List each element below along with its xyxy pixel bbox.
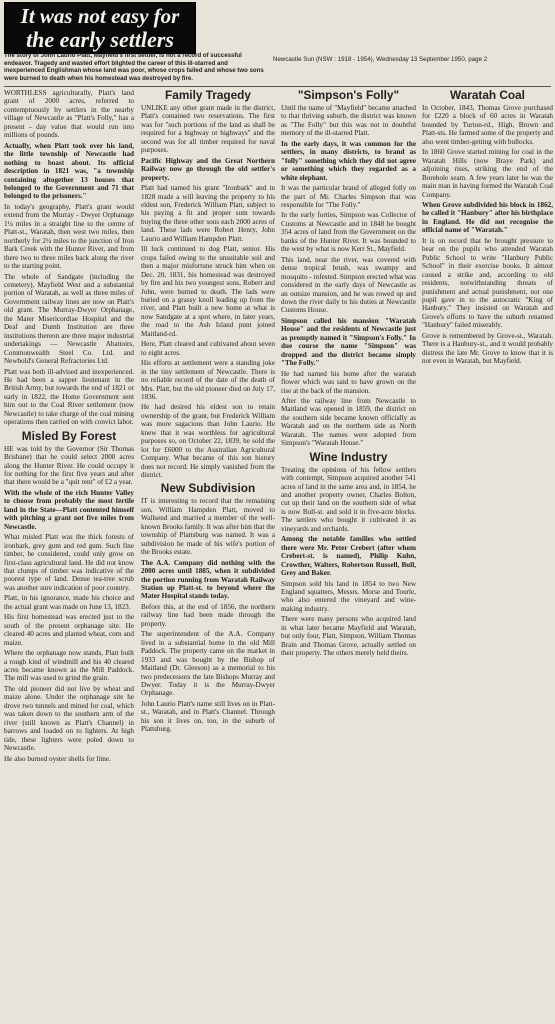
- article-paragraph: The A.A. Company did nothing with the 2000 acres until 1885, when it subdivided the portion running from Waratah Railway Station up Platt-st. to beyond where the Mater Hospital stands today.: [141, 558, 275, 601]
- article-paragraph: When Grove subdivided his block in 1862, he called it "Hanbury" after his birthplace in England. He did not recognise the official name of "Waratah.": [422, 200, 553, 235]
- article-paragraph: Grove is remembered by Grove-st., Waratah. There is a Hanbury-st., and it would probably distress the late Mr. Grove to know that it is not even in Waratah, but Mayfield.: [422, 331, 553, 366]
- section-heading: Misled By Forest: [21, 428, 117, 443]
- article-column-3: [281, 89, 416, 1023]
- article-paragraph: Treating the opinions of his fellow settlers with contempt, Simpson acquired another 541 acres of land in the same area and, in 1854, he and another property owner, Charles Bolton, cut up their land on the southern side of what is now Bull-st. and sold it in five-acre blocks. The settlers who bought it cultivated it as vineyards and orchards.: [281, 465, 416, 533]
- article-paragraph: Platt had named his grant "Ironbark" and in 1828 made a will leaving the property to his eldest son, Frederick William Platt, subject to his paying a fit and proper sum towards buying the three other sons each 2000 acres of land. These lads were Robert Henry, John Laurio and William Hampden Platt.: [141, 184, 275, 243]
- article-paragraph: Platt, in his ignorance, made his choice and the actual grant was made on June 13, 1823.: [4, 594, 134, 611]
- article-paragraph: Among the notable families who settled there were Mr. Peter Crebert (after whom Crebert-st. is named), Philip Kuhn, Crowther, Walters, Robertson Russell, Bull, Grey and Baker.: [281, 535, 416, 578]
- article-paragraph: In 1860 Grove started mining for coal in the Waratah Hills (now Braye Park) and adjoining rises, striking the end of the Borehole seam. A few years later he was the main man in having formed the Waratah Coal Company.: [422, 148, 553, 199]
- article-paragraph: HE was told by the Governor (Sir Thomas Brisbane) that he could select 2000 acres along the Hunter River. He could occupy it for nothing for the first five years and after that there would be a "quit rent" of £2 a year.: [4, 444, 134, 487]
- section-heading: Family Tragedy: [165, 89, 251, 102]
- article-paragraph: Pacific Highway and the Great Northern Railway now go through the old settler's property.: [141, 156, 275, 182]
- article-paragraph: The superintendent of the A.A. Company lived in a substantial home in the old Mill Paddock. The property came on the market in 1933 and was bought by the Bishop of Maitland (Dr. Gleeson) as a memorial to his two predecessors the late Bishops Murray and Dwyer. Today it is the Murray-Dwyer Orphanage.: [141, 630, 275, 698]
- headline-banner: [4, 2, 196, 54]
- article-paragraph: Before this, at the end of 1856, the northern railway line had been made through the property.: [141, 602, 275, 628]
- article-paragraph: It is on record that he brought pressure to bear on the pupils who attended Waratah Public School to write "Hanbury Public School" in their exercise books. It almost caused a strike and, according to old residents, notwithstanding threats of punishment and actual punishment, not one pupil gave in to the autocratic "King of Hanbury." They insisted on Waratah and Grove's efforts to have the suburb renamed "Hanbury" failed miserably.: [422, 236, 553, 330]
- article-column-2: [141, 89, 275, 1023]
- article-paragraph: His first homestead was erected just to the south of the present orphanage site. He cleared 40 acres and planted wheat, corn and maize.: [4, 613, 134, 647]
- header-divider: [4, 86, 551, 87]
- section-heading: "Simpson's Folly": [297, 89, 400, 102]
- article-paragraph: Simpson called his mansion "Waratah House" and the residents of Newcastle just as promptly named it "Simpson's Folly." In due course the name "Simpson" was dropped and the district became simply "The Folly.": [281, 316, 416, 368]
- article-paragraph: He also burned oyster shells for lime.: [4, 754, 111, 763]
- article-paragraph: IT is interesting to record that the remaining son, William Hampden Platt, moved to Wallsend and married a member of the well-known Brooks family. It was after him that the township of Plattsburg was named. It was a subdivision he made of his wife's portion of the Brooks estate.: [141, 497, 275, 557]
- article-paragraph: In the early days, it was common for the settlers, in many districts, to brand as "folly" something which they did not agree or something which they regarded as a white elephant.: [281, 139, 416, 182]
- headline-line-2: the early settlers: [26, 27, 174, 52]
- article-paragraph: Where the orphanage now stands, Platt built a rough kind of windmill and his 40 cleared acres became known as the Mill Paddock. The mill was used to grind the grain.: [4, 649, 134, 683]
- article-paragraph: UNLIKE any other grant made in the district, Platt's contained two reservations. The first was for "such portions of the land as shall be required for a highway or highways" and the second was for all timber required for naval purposes.: [141, 104, 275, 155]
- article-column-4: [422, 89, 553, 1023]
- article-paragraph: WORTHLESS agriculturally, Platt's land grant of 2000 acres, referred to contemptuously by settlers in the nearby village of Newcastle as "Platt's Folly," has a present - day value that would run into millions of pounds.: [4, 89, 134, 140]
- article-paragraph: The old pioneer did not live by wheat and maize alone. Under the orphanage site he drove two tunnels and mined for coal, which was taken down to the southern arm of the river (still known as Platt's Channel) in barrows and loaded on to lighters. At high tide, these lighters were poled down to Newcastle.: [4, 684, 134, 753]
- section-heading: New Subdivision: [160, 481, 256, 496]
- article-paragraph: After the railway line from Newcastle to Maitland was opened in 1859, the district on the southern side became known officially as Waratah and on the northern side as North Waratah. The names were adopted from Simpson's "Waratah House.": [281, 396, 416, 448]
- article-column-1: [4, 89, 134, 1023]
- article-paragraph: Here, Platt cleared and cultivated about seven to eight acres.: [141, 340, 275, 357]
- article-paragraph: Simpson sold his land in 1854 to two New England squatters, Messrs. Morse and Tourle, who also entered the vineyard and wine-making industry.: [281, 579, 416, 613]
- article-paragraph: In October, 1843, Thomas Grove purchased for £220 a block of 60 acres in Waratah bounded by Turton-rd., High, Brown and Platt-sts. He farmed some of the property and also went timber-getting with bullocks.: [422, 104, 553, 146]
- standfirst: The story of John Laurio Platt, Mayfield's first settler, is not a record of successful endeavor. Tragedy and wasted effort blighted the career of this ill-starred and inexperienced Englishman whose land was poor, whose crops failed and whose two sons were burned to death when his homestead was destroyed by fire.: [4, 52, 264, 82]
- article-paragraph: There were many persons who acquired land in what later became Mayfield and Waratah, but only four, Platt, Simpson, William Thomas Brain and Thomas Grove, actually settled on their property. The others merely held theirs.: [281, 615, 416, 658]
- article-paragraph: Ill luck continued to dog Platt, senior. His crops failed owing to the unsuitable soil and then a major misfortune struck him when on Dec. 20, 1831, his homestead was destroyed by fire and his two youngest sons, Robert and John, were burned to death. The lads were buried on a grassy knoll leading up from the river, and Platt built a new home at what is now Sandgate at a spot where, in later years, the road to the Ash Island punt joined Maitland-rd.: [141, 245, 275, 338]
- article-paragraph: In today's geography, Platt's grant would extend from the Murray - Dwyer Orphanage 1¼ miles in a straight line to the centre of Platt-st., Waratah, then west two miles, then northerly for 2¼ miles to the junction of Iron Bark Creek with the Hunter River, and from there two to three miles back along the river to the starting point.: [4, 202, 134, 271]
- article-paragraph: What misled Platt was the thick forests of ironbark, grey gum and red gum. Such fine timber, he considered, could only grow on first-class agricultural land. He did not know that clumps of timber was indicative of the poorest type of land. Dense tea-tree scrub was another sure indication of poor country.: [4, 533, 134, 592]
- section-heading: Wine Industry: [309, 449, 388, 464]
- source-citation: Newcastle Sun (NSW : 1918 - 1954), Wednesday 13 September 1950, page 2: [273, 56, 488, 63]
- article-paragraph: This land, near the river, was covered with dense tropical brush, was swampy and mosquito - infested. Simpson erected what was considered in the early days of Newcastle as an outsize mansion, and he was rowed up and down the river daily to his duties at Newcastle Customs House.: [281, 255, 416, 315]
- article-paragraph: The whole of Sandgate (including the cemetery), Mayfield West and a substantial portion of Waratah, as well as three miles of Government railway lines are now on Platt's old grant. The Murray-Dwyer Orphanage, the Mater Misericordiae Hospital and the Deaf and Dumb Institution are three institutions thereon are three major industrial undertakings — Newcastle Abattoirs, Commonwealth Steel Co. Ltd. and Newbold's General Refractories Ltd.: [4, 272, 134, 366]
- article-paragraph: Until the name of "Mayfield" became attached to that thriving suburb, the district was known as "The Folly" but this was not in doubtful memory of the ill-starred Platt.: [281, 104, 416, 138]
- article-paragraph: In the early forties, Simpson was Collector of Customs at Newcastle and in 1848 he bought 354 acres of land from the Government on the banks of the Hunter River. It was bounded to the west by what is now Kerr St., Mayfield.: [281, 211, 416, 254]
- article-paragraph: With the whole of the rich Hunter Valley to choose from probably the most fertile land in the State—Platt contented himself with pitching a grant not five miles from Newcastle.: [4, 488, 134, 531]
- section-heading: Waratah Coal: [450, 89, 525, 102]
- headline-line-1: It was not easy for: [20, 4, 180, 28]
- article-paragraph: His efforts at settlement were a standing joke in the tiny settlement of Newcastle. There is no reliable record of the date of the death of Mrs. Platt, but the old pioneer died on July 17, 1836.: [141, 359, 275, 401]
- article-paragraph: He had desired his eldest son to retain ownership of the grant, but Frederick William was more sagacious than John Laurio. He knew that it was worthless for agricultural purposes so, on October 22, 1839, he sold the lot for £6000 to the Australian Agricultural Company. What became of this son history does not record. He simply vanished from the district.: [141, 403, 275, 480]
- article-paragraph: He had named his home after the waratah flower which was said to have grown on the rise at the back of the mansion.: [281, 369, 416, 395]
- article-paragraph: John Laurio Platt's name still lives on in Platt-st., Waratah, and in Platt's Channel. Through his son it lives on, too, in the suburb of Plattsburg.: [141, 699, 275, 734]
- article-paragraph: It was the particular brand of alleged folly on the part of Mr. Charles Simpson that was responsible for "The Folly.": [281, 184, 416, 209]
- article-paragraph: Actually, when Platt took over his land, the little township of Newcastle had nothing to boast about. Its official description in 1821 was, "a township containing altogether 13 houses that belonged to the Government and 71 that belonged to the prisoners.": [4, 141, 134, 201]
- article-paragraph: Platt was both ill-advised and inexperienced. He had been a sapper lieutenant in the British Army, but towards the end of 1821 or early in 1822, the Home Government sent him out to the Coal River settlement (now Newcastle) to take charge of the coal mining operations then carried on with convict labor.: [4, 367, 134, 427]
